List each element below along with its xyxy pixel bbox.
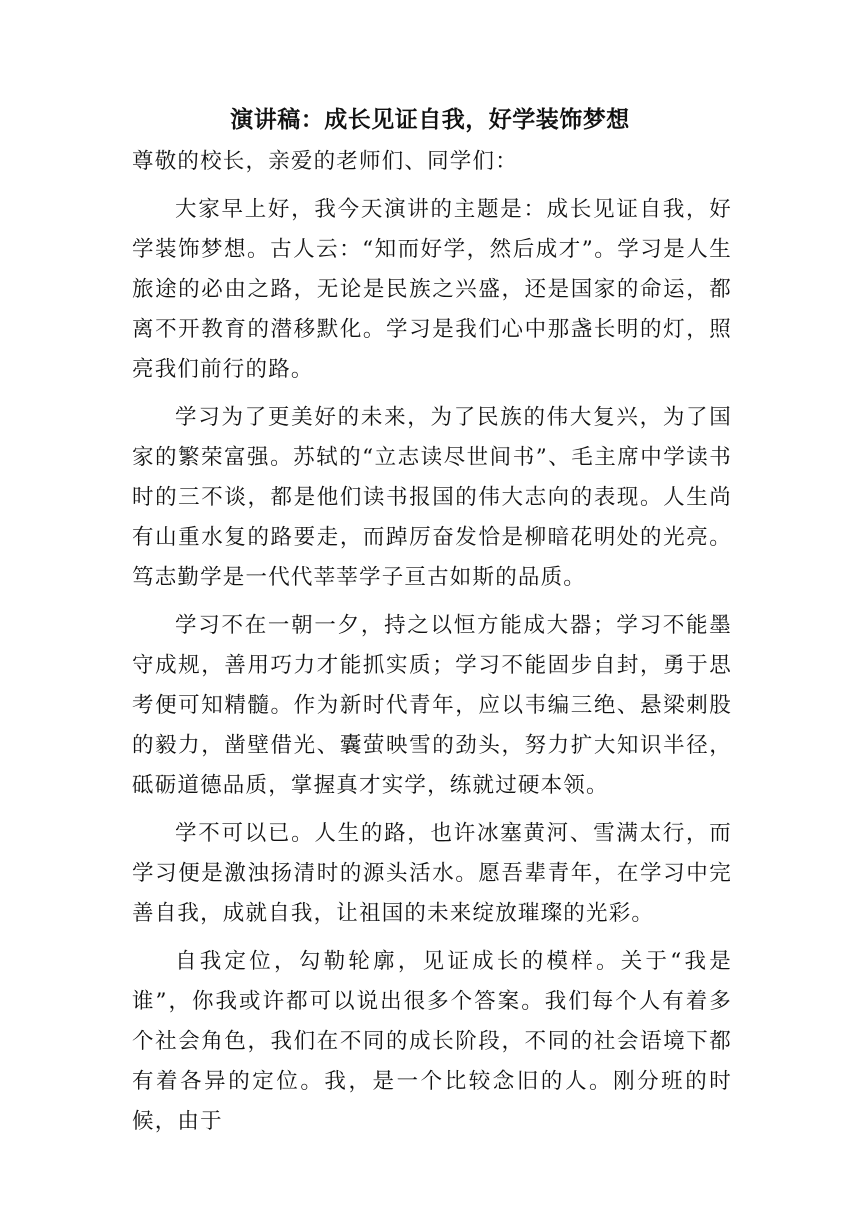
paragraph-5: 自我定位，勾勒轮廓，见证成长的模样。关于“我是谁”，你我或许都可以说出很多个答案。我们每个人有着多个社会角色，我们在不同的成长阶段，不同的社会语境下都有着各异的定位。我，是一个比较念旧的人。刚分班的时候，由于 xyxy=(132,949,732,1134)
paragraph-1: 大家早上好，我今天演讲的主题是：成长见证自我，好学装饰梦想。古人云：“知而好学，然后成才”。学习是人生旅途的必由之路，无论是民族之兴盛，还是国家的命运，都离不开教育的潜移默化。学习是我们心中那盏长明的灯，照亮我们前行的路。 xyxy=(132,197,732,382)
salutation: 尊敬的校长，亲爱的老师们、同学们： xyxy=(132,149,518,174)
document-body xyxy=(132,142,732,1150)
paragraph-3: 学习不在一朝一夕，持之以恒方能成大器；学习不能墨守成规，善用巧力才能抓实质；学习不能固步自封，勇于思考便可知精髓。作为新时代青年，应以韦编三绝、悬梁刺股的毅力，凿壁借光、囊萤映雪的劲头，努力扩大知识半径，砥砺道德品质，掌握真才实学，练就过硬本领。 xyxy=(132,613,732,798)
document-title: 演讲稿：成长见证自我，好学装饰梦想 xyxy=(230,106,630,133)
paragraph-2: 学习为了更美好的未来，为了民族的伟大复兴，为了国家的繁荣富强。苏轼的“立志读尽世间书”、毛主席中学读书时的三不谈，都是他们读书报国的伟大志向的表现。人生尚有山重水复的路要走，而踔厉奋发恰是柳暗花明处的光亮。笃志勤学是一代代莘莘学子亘古如斯的品质。 xyxy=(132,405,732,590)
paragraph-4: 学不可以已。人生的路，也许冰塞黄河、雪满太行，而学习便是激浊扬清时的源头活水。愿吾辈青年，在学习中完善自我，成就自我，让祖国的未来绽放璀璨的光彩。 xyxy=(132,821,732,926)
